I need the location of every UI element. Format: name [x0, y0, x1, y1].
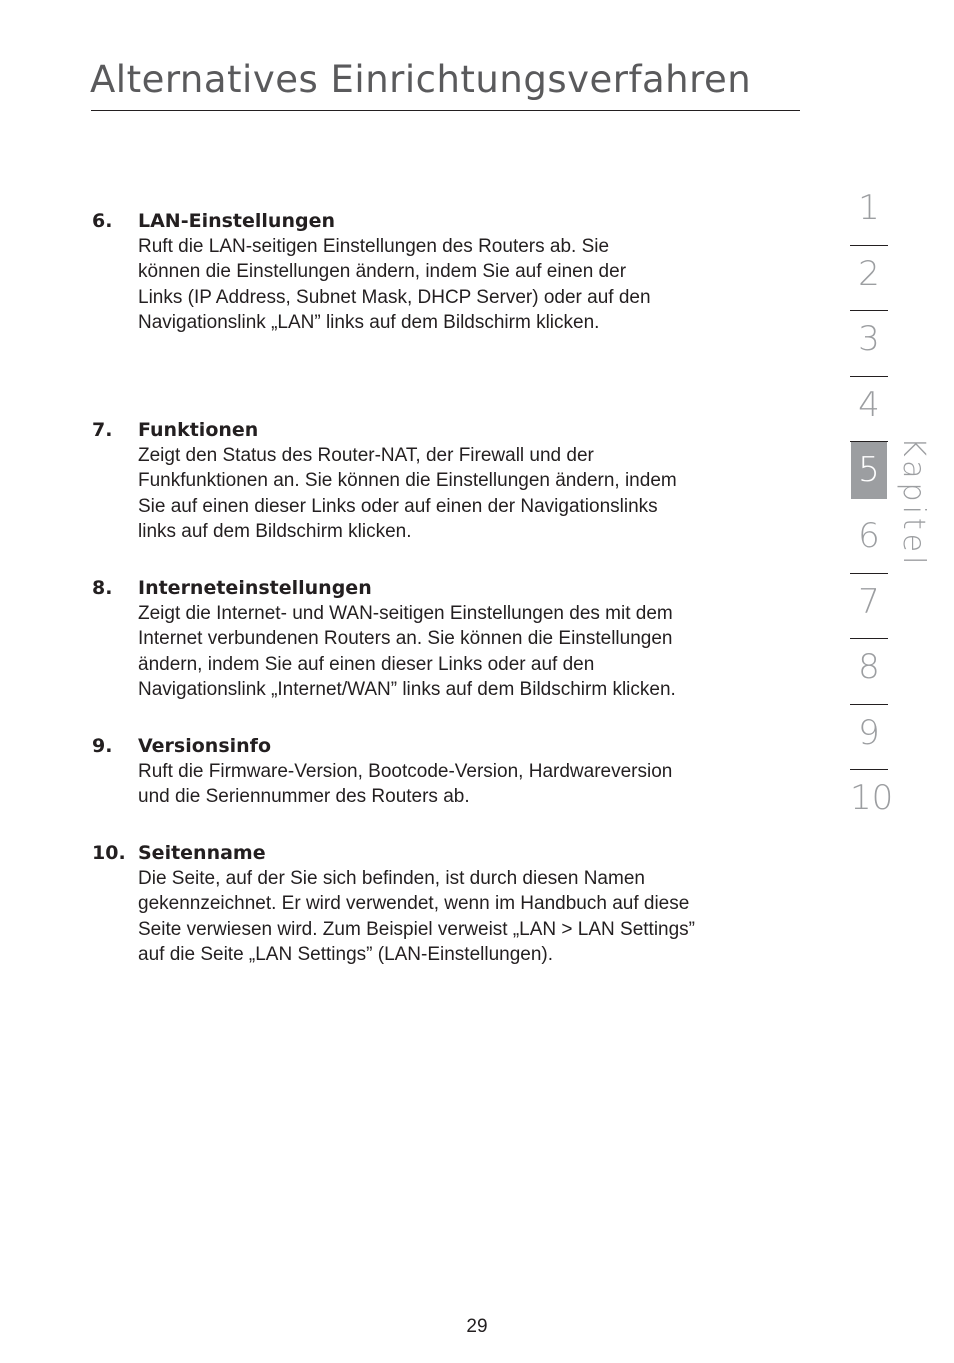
kapitel-label: Kapitel [896, 437, 931, 569]
list-item-funktionen [92, 418, 812, 544]
item-number: 10. [92, 842, 126, 864]
item-heading: Interneteinstellungen [138, 577, 372, 599]
description-line: Links (IP Address, Subnet Mask, DHCP Server) oder auf den [138, 286, 651, 308]
chapter-tab-5-active[interactable] [850, 442, 888, 508]
list-item-versionsinfo [92, 734, 812, 810]
chapter-number: 3 [858, 319, 880, 360]
item-number: 6. [92, 210, 113, 232]
list-item-interneteinstellungen [92, 576, 812, 702]
item-heading: Funktionen [138, 419, 259, 441]
list-item-lan-einstellungen [92, 209, 812, 335]
description-line: können die Einstellungen ändern, indem Sie auf einen der [138, 261, 627, 283]
list-item-seitenname [92, 841, 812, 967]
chapter-tab-8[interactable] [850, 639, 888, 705]
description-line: Navigationslink „Internet/WAN” links auf dem Bildschirm klicken. [138, 678, 676, 700]
chapter-number: 9 [858, 712, 880, 753]
item-heading: LAN-Einstellungen [138, 210, 335, 232]
chapter-number: 7 [858, 581, 880, 622]
item-number: 7. [92, 419, 113, 441]
item-description [138, 234, 812, 335]
title-divider [91, 110, 800, 111]
description-line: gekennzeichnet. Er wird verwendet, wenn im Handbuch auf diese [138, 893, 690, 915]
description-line: Die Seite, auf der Sie sich befinden, ist durch diesen Namen [138, 868, 645, 889]
item-heading: Seitenname [138, 842, 266, 864]
chapter-number: 10 [850, 778, 894, 819]
description-line: auf die Seite „LAN Settings” (LAN-Einstellungen). [138, 943, 554, 965]
description-line: Ruft die LAN-seitigen Einstellungen des Routers ab. Sie [138, 236, 610, 257]
item-description [138, 759, 812, 810]
chapter-number: 4 [858, 384, 880, 425]
chapter-tab-2[interactable] [850, 246, 888, 312]
description-line: Navigationslink „LAN” links auf dem Bildschirm klicken. [138, 311, 600, 333]
description-line: Zeigt die Internet- und WAN-seitigen Einstellungen des mit dem [138, 603, 673, 624]
chapter-tab-9[interactable] [850, 705, 888, 771]
description-line: Zeigt den Status des Router-NAT, der Firewall und der [138, 445, 594, 466]
description-line: ändern, indem Sie auf einen dieser Links oder auf den [138, 653, 595, 675]
item-number: 9. [92, 735, 113, 757]
description-line: Funkfunktionen an. Sie können die Einstellungen ändern, indem [138, 470, 677, 492]
chapter-tab-1[interactable] [850, 180, 888, 246]
description-line: links auf dem Bildschirm klicken. [138, 520, 412, 542]
item-description [138, 866, 812, 967]
chapter-nav [850, 180, 894, 836]
page-number: 29 [466, 1316, 488, 1337]
item-description [138, 443, 812, 544]
chapter-tab-4[interactable] [850, 377, 888, 443]
item-description [138, 601, 812, 702]
description-line: Sie auf einen dieser Links oder auf einen der Navigationslinks [138, 495, 658, 517]
chapter-number: 6 [858, 515, 880, 556]
description-line: und die Seriennummer des Routers ab. [138, 786, 470, 808]
chapter-number: 5 [858, 450, 880, 491]
page-title: Alternatives Einrichtungsverfahren [90, 58, 752, 101]
description-line: Internet verbundenen Routers an. Sie können die Einstellungen [138, 628, 673, 650]
chapter-tab-3[interactable] [850, 311, 888, 377]
chapter-tab-10[interactable] [850, 770, 894, 836]
chapter-number: 1 [858, 188, 880, 228]
chapter-number: 8 [858, 647, 880, 688]
chapter-tab-7[interactable] [850, 574, 888, 640]
description-line: Ruft die Firmware-Version, Bootcode-Version, Hardwareversion [138, 761, 673, 782]
chapter-number: 2 [858, 253, 880, 294]
item-heading: Versionsinfo [138, 735, 271, 757]
chapter-tab-6[interactable] [850, 508, 888, 574]
description-line: Seite verwiesen wird. Zum Beispiel verweist „LAN > LAN Settings” [138, 918, 696, 940]
item-number: 8. [92, 577, 113, 599]
